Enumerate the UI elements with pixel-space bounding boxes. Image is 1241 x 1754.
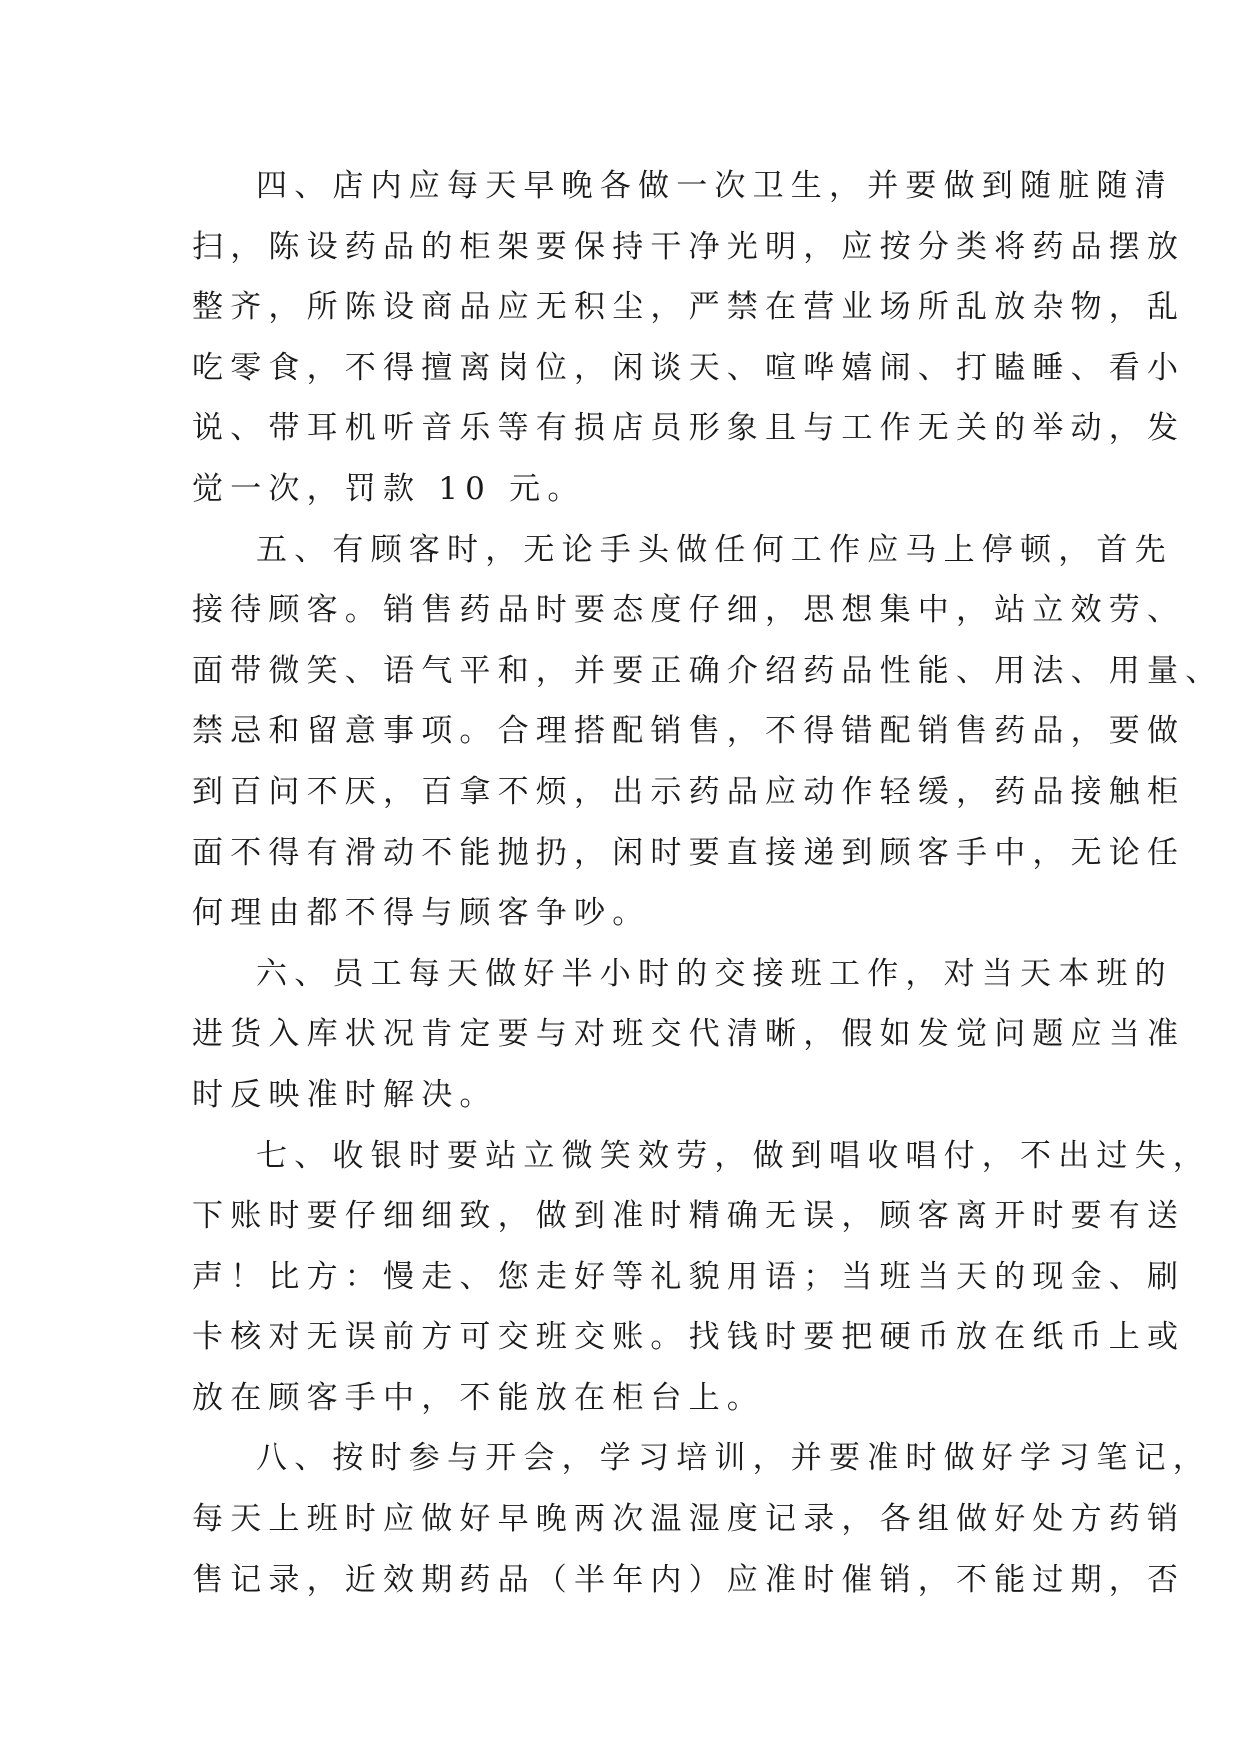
text-line: 卡核对无误前方可交班交账。找钱时要把硬币放在纸币上或 xyxy=(192,1319,1186,1356)
text-line: 进货入库状况肯定要与对班交代清晰，假如发觉问题应当准 xyxy=(192,1016,1186,1053)
text-line: 何理由都不得与顾客争吵。 xyxy=(192,895,651,932)
text-line: 吃零食，不得擅离岗位，闲谈天、喧哗嬉闹、打瞌睡、看小 xyxy=(192,349,1186,386)
text-line: 时反映准时解决。 xyxy=(192,1076,498,1113)
text-line: 禁忌和留意事项。合理搭配销售，不得错配销售药品，要做 xyxy=(192,713,1186,750)
text-line: 六、员工每天做好半小时的交接班工作，对当天本班的 xyxy=(256,955,1173,992)
text-line: 四、店内应每天早晚各做一次卫生，并要做到随脏随清 xyxy=(256,168,1173,204)
text-line: 下账时要仔细细致，做到准时精确无误，顾客离开时要有送 xyxy=(192,1198,1186,1235)
paragraph-four xyxy=(192,156,1186,520)
text-line: 七、收银时要站立微笑效劳，做到唱收唱付，不出过失， xyxy=(256,1137,1211,1174)
text-line: 整齐，所陈设商品应无积尘，严禁在营业场所乱放杂物，乱 xyxy=(192,289,1186,326)
paragraph-eight xyxy=(192,1428,1211,1610)
text-line: 觉一次，罚款 10 元。 xyxy=(192,470,586,507)
text-line: 面带微笑、语气平和，并要正确介绍药品性能、用法、用量、 xyxy=(192,652,1224,689)
text-line: 每天上班时应做好早晚两次温湿度记录，各组做好处方药销 xyxy=(192,1501,1186,1538)
text-line: 放在顾客手中，不能放在柜台上。 xyxy=(192,1379,765,1416)
text-line: 扫，陈设药品的柜架要保持干净光明，应按分类将药品摆放 xyxy=(192,228,1186,265)
paragraph-five xyxy=(192,520,1224,944)
text-line: 五、有顾客时，无论手头做任何工作应马上停顿，首先 xyxy=(256,531,1173,568)
text-line: 面不得有滑动不能抛扔，闲时要直接递到顾客手中，无论任 xyxy=(192,834,1186,871)
text-line: 售记录，近效期药品（半年内）应准时催销，不能过期，否 xyxy=(192,1561,1186,1598)
text-line: 到百问不厌，百拿不烦，出示药品应动作轻缓，药品接触柜 xyxy=(192,773,1186,810)
text-line: 声！比方：慢走、您走好等礼貌用语；当班当天的现金、刷 xyxy=(192,1258,1186,1295)
text-line: 接待顾客。销售药品时要态度仔细，思想集中，站立效劳、 xyxy=(192,592,1186,629)
text-line: 说、带耳机听音乐等有损店员形象且与工作无关的举动，发 xyxy=(192,410,1186,447)
paragraph-six xyxy=(192,944,1186,1126)
text-line: 八、按时参与开会，学习培训，并要准时做好学习笔记， xyxy=(256,1440,1211,1477)
document-body xyxy=(192,156,1224,1610)
paragraph-seven xyxy=(192,1126,1211,1429)
